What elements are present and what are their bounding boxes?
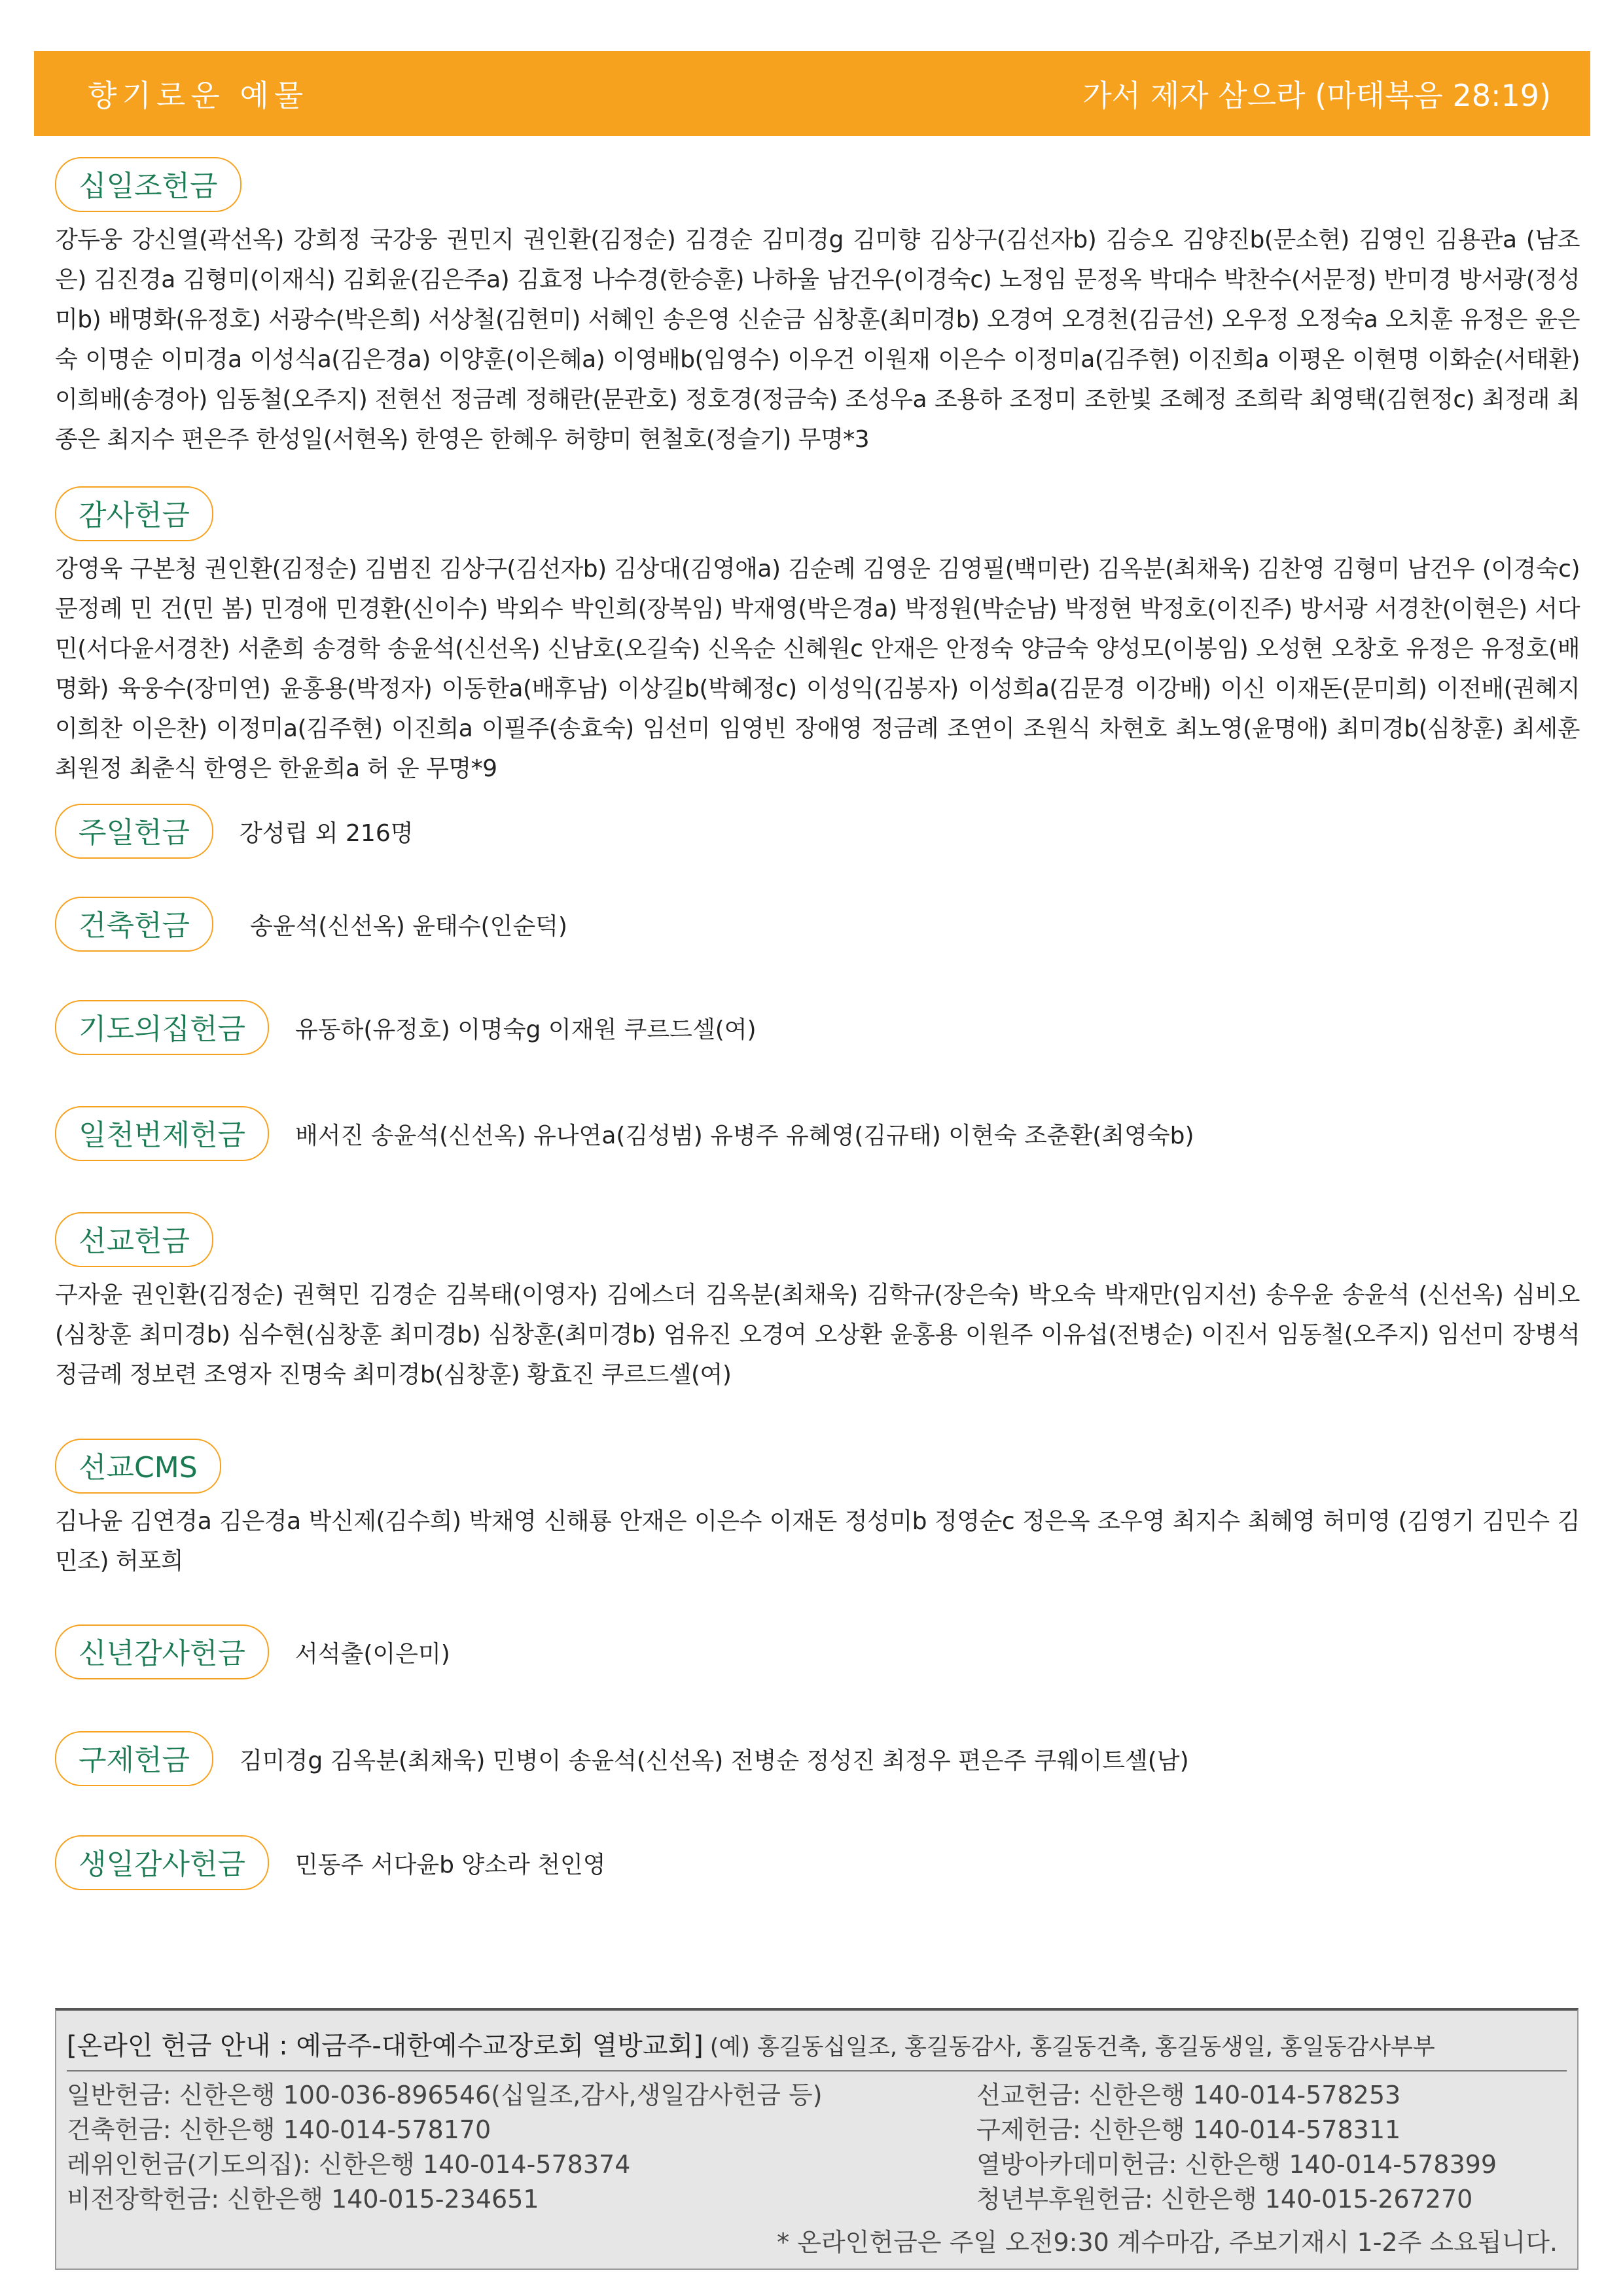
section-label-birthday: 생일감사헌금 [55, 1835, 269, 1890]
section-label-relief: 구제헌금 [55, 1731, 213, 1786]
page-title: 향기로운 예물 [88, 78, 309, 113]
names-firstfruit: 배서진 송윤석(신선옥) 유나연a(김성범) 유병주 유혜영(김규태) 이현숙 조춘환(최영숙b) [295, 1122, 1194, 1149]
names-relief: 김미경g 김옥분(최채욱) 민병이 송윤석(신선옥) 전병순 정성진 최정우 편은주 쿠웨이트셀(남) [240, 1747, 1189, 1774]
section-building [55, 897, 1580, 952]
section-label-prayer: 기도의집헌금 [55, 1000, 269, 1055]
names-thanks: 강영욱 구본청 권인환(김정순) 김범진 김상구(김선자b) 김상대(김영애a) 김순례 김영운 김영필(백미란) 김옥분(최채욱) 김찬영 김형미 남건우 (이경숙c) 문정례 민 건(민 봄) 민경애 민경환(신이수) 박외수 박인희(장복임) 박재영(박은경a) 박정원(박순남) 박정현 박정호(이진주) 방서광 서경찬(이현은) 서다민(서다윤서경찬) 서춘희 송경학 송윤석(신선옥) 신남호(오길숙) 신옥순 신혜원c 안재은 안정숙 양금숙 양성모(이봉임) 오성현 오창호 유정은 유정호(배명화) 육웅수(장미연) 윤홍용(박정자) 이동한a(배후남) 이상길b(박혜정c) 이성익(김봉자) 이성희a(김문경 이강배) 이신 이재돈(문미희) 이전배(권혜지 이희찬 이은찬) 이정미a(김주현) 이진희a 이필주(송효숙) 임선미 임영빈 장애영 정금례 조연이 조원식 차현호 최노영(윤명애) 최미경b(심창훈) 최세훈 최원정 최춘식 한영은 한윤희a 허 운 무명*9 [55, 556, 1580, 782]
names-prayer: 유동하(유정호) 이명숙g 이재원 쿠르드셀(여) [295, 1016, 757, 1043]
section-label-cms: 선교CMS [55, 1439, 221, 1494]
section-label-building: 건축헌금 [55, 897, 213, 952]
section-prayer [55, 1000, 1580, 1055]
section-tithe [55, 157, 1580, 459]
section-label-thanks: 감사헌금 [55, 486, 213, 541]
section-relief [55, 1731, 1580, 1786]
account-mission: 선교헌금: 신한은행 140-014-578253 [976, 2081, 1401, 2109]
section-label-newyear: 신년감사헌금 [55, 1624, 269, 1679]
section-birthday [55, 1835, 1580, 1890]
notice-footnote: * 온라인헌금은 주일 오전9:30 계수마감, 주보기재시 1-2주 소요됩니다. [777, 2228, 1558, 2257]
account-relief: 구제헌금: 신한은행 140-014-578311 [976, 2115, 1401, 2144]
account-column-left [67, 2078, 976, 2217]
account-general: 일반헌금: 신한은행 100-036-896546(십일조,감사,생일감사헌금 등) [67, 2081, 823, 2109]
names-sunday: 강성립 외 216명 [240, 819, 414, 847]
section-thanks [55, 486, 1580, 789]
names-newyear: 서석출(이은미) [295, 1640, 450, 1668]
section-newyear [55, 1624, 1580, 1679]
section-mission [55, 1212, 1580, 1395]
names-cms: 김나윤 김연경a 김은경a 박신제(김수희) 박채영 신해룡 안재은 이은수 이재돈 정성미b 정영순c 정은옥 조우영 최지수 최혜영 허미영 (김영기 김민수 김민조) 허포희 [55, 1508, 1580, 1575]
account-list [67, 2078, 1567, 2217]
online-offering-notice [55, 2008, 1578, 2270]
notice-example: (예) 홍길동십일조, 홍길동감사, 홍길동건축, 홍길동생일, 홍일동감사부부 [709, 2034, 1435, 2060]
account-scholarship: 비전장학헌금: 신한은행 140-015-234651 [67, 2185, 539, 2214]
account-building: 건축헌금: 신한은행 140-014-578170 [67, 2115, 491, 2144]
section-label-firstfruit: 일천번제헌금 [55, 1106, 269, 1161]
names-birthday: 민동주 서다윤b 양소라 천인영 [295, 1851, 606, 1878]
notice-title: [온라인 헌금 안내 : 예금주-대한예수교장로회 열방교회] [67, 2031, 704, 2061]
notice-header [67, 2025, 1567, 2062]
account-levite: 레위인헌금(기도의집): 신한은행 140-014-578374 [67, 2150, 631, 2179]
account-youth: 청년부후원헌금: 신한은행 140-015-267270 [976, 2185, 1473, 2214]
section-label-tithe: 십일조헌금 [55, 157, 241, 212]
page-header [34, 51, 1590, 136]
section-label-mission: 선교헌금 [55, 1212, 213, 1267]
names-building: 송윤석(신선옥) 윤태수(인순덕) [250, 912, 567, 940]
notice-divider [67, 2070, 1567, 2072]
names-mission: 구자윤 권인환(김정순) 권혁민 김경순 김복태(이영자) 김에스더 김옥분(최채욱) 김학규(장은숙) 박오숙 박재만(임지선) 송우윤 송윤석 (신선옥) 심비오(심창훈 최미경b) 심수현(심창훈 최미경b) 심창훈(최미경b) 엄유진 오경여 오상환 윤홍용 이원주 이유섭(전병순) 이진서 임동철(오주지) 임선미 장병석 정금례 정보련 조영자 진명숙 최미경b(심창훈) 황효진 쿠르드셀(여) [55, 1282, 1580, 1388]
section-label-sunday: 주일헌금 [55, 804, 213, 859]
names-tithe: 강두웅 강신열(곽선옥) 강희정 국강웅 권민지 권인환(김정순) 김경순 김미경g 김미향 김상구(김선자b) 김승오 김양진b(문소현) 김영인 김용관a (남조은) 김진경a 김형미(이재식) 김회윤(김은주a) 김효정 나수경(한승훈) 나하울 남건우(이경숙c) 노정임 문정옥 박대수 박찬수(서문정) 반미경 방서광(정성미b) 배명화(유정호) 서광수(박은희) 서상철(김현미) 서혜인 송은영 신순금 심창훈(최미경b) 오경여 오경천(김금선) 오우정 오정숙a 오치훈 유정은 윤은숙 이명순 이미경a 이성식a(김은경a) 이양훈(이은혜a) 이영배b(임영수) 이우건 이원재 이은수 이정미a(김주현) 이진희a 이평온 이현명 이화순(서태환) 이희배(송경아) 임동철(오주지) 전현선 정금례 정해란(문관호) 정호경(정금숙) 조성우a 조용하 조정미 조한빛 조혜정 조희락 최영택(김현정c) 최정래 최종은 최지수 편은주 한성일(서현옥) 한영은 한혜우 허향미 현철호(정슬기) 무명*3 [55, 226, 1580, 453]
account-academy: 열방아카데미헌금: 신한은행 140-014-578399 [976, 2150, 1497, 2179]
section-firstfruit [55, 1106, 1580, 1161]
header-verse: 가서 제자 삼으라 (마태복음 28:19) [1082, 78, 1551, 113]
section-cms [55, 1439, 1580, 1581]
account-column-right [976, 2078, 1497, 2217]
section-sunday [55, 804, 1580, 859]
